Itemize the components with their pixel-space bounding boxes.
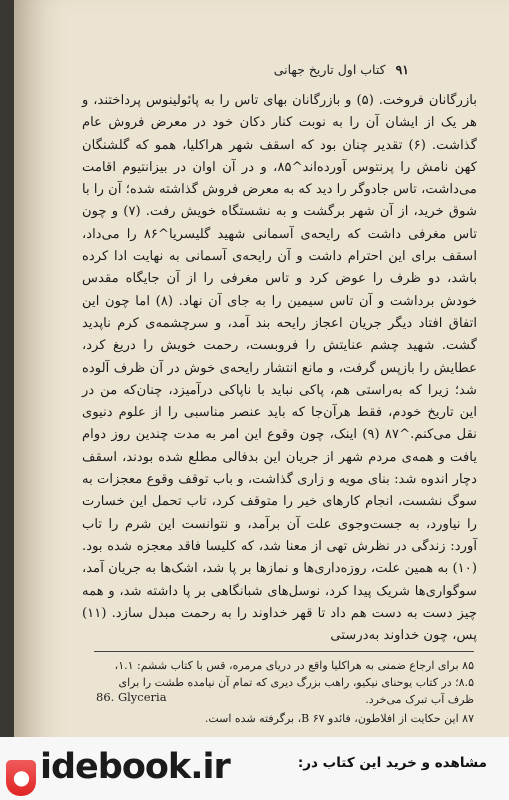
promo-text: مشاهده و خرید این کتاب در: [297, 755, 487, 771]
body-paragraph: بازرگانان فروخت. (۵) و بازرگانان بهای تاس را به پائولینوس پرداختند، و هر یک از ایشان آن را به نوبت کنار دکان خود در معرض فروش عام گذاشت. (۶) تقدیر چنان بود که اسقف شهر هراکلیا، همو که گلشنگان کهن نامش را پرنتوس آورده‌اند^۸۵، و در آن اوان در بیزانتیوم اقامت می‌داشت، تاس جادوگر را دید که به معرض فروش گذاشته شده؛ آن را با شوق خرید، از آن شهر برگشت و به نشستگاه خویش رفت. (۷) و چون تاس مغرفی داشت که رایحه‌ی آسمانی شهید گلیسریا^۸۶ را می‌داد، اسقف برای این احترام داشت و آن رایحه‌ی آسمانی به نهایت ادا کرده باشد، دو ظرف را عوض کرد و تاس مغرفی را از آن جایگاه مقدس خودش برداشت و آن تاس سیمین را به جای آن نهاد. (۸) اما چون این اتفاق افتاد دیگر جریان اعجاز رایحه بند آمد، و سرچشمه‌ی کرم ناپدید گشت. شهید چشم عنایتش را فروبست، رحمت خویش را دریغ کرد، عطایش را بازپس گرفت، و مانع انتشار رایحه‌ی خوش در آن ظرف آلوده شد؛ زیرا که به‌راستی هم، پاکی نباید با ناپاکی درآمیزد، چنان‌که من در این تاریخ خودم، فقط هرآن‌جا که باید عنصر مناسبی را از علوم دنیوی نقل می‌کنم.^۸۷ (۹) اینک، چون وقوع این امر به مدت چندین روز دوام یافت و همه‌ی مردم شهر از جریان این بدفالی مطلع شده بودند، اسقف دچار اندوه شد: بنای مویه و زاری گذاشت، و باب توقف وقوع معجزات به سوگ نشست، انجام کارهای خیر را متوقف کرد، تاب تحمل این خسارت را نیاورد، به جست‌وجوی علت آن برآمد، و نتوانست این شرم را تاب آورد: زندگی در نظرش تهی از معنا شد، که کلیسا فاقد معجزه شده بود. (۱۰) به همین علت، روزه‌داری‌ها و نمازها بر پا شد، اشک‌ها به جریان آمد، سوگواری‌ها شریک پیدا کرد، نوسل‌های شبانگاهی بر پا داشته شد، و همه چیز دست به دست هم داد تا قهر خداوند را به رحمت مبدل سازد. (۱۱) پس، چون خداوند به‌درستی [82, 93, 477, 644]
book-page [14, 0, 509, 800]
footnote-85: ۸۵ برای ارجاع ضمنی به هراکلیا واقع در دریای مرمره، قس با کتاب ششم: ۱.۱، ۸.۵؛ در کتاب یوحنای نیکیو، راهب بزرگ دیری که تمام آن نیامده طشت را برای ظرف آب تبرک می‌خرد. [114, 659, 474, 706]
body-text [82, 90, 477, 647]
footnote-divider [94, 651, 474, 652]
running-title: کتاب اول تاریخ جهانی [273, 62, 386, 77]
footnote-87: ۸۷ این حکایت از افلاطون، فائدو B ۶۷، برگرفته شده است. [204, 712, 474, 725]
running-header [244, 62, 409, 77]
promo-banner[interactable] [0, 737, 509, 800]
logo-icon: ● [6, 760, 36, 796]
page-number: ۹۱ [395, 62, 409, 77]
site-logo[interactable] [6, 747, 230, 796]
footnote-86: 86. Glyceria [96, 690, 167, 704]
logo-text: idebook.ir [40, 747, 230, 787]
